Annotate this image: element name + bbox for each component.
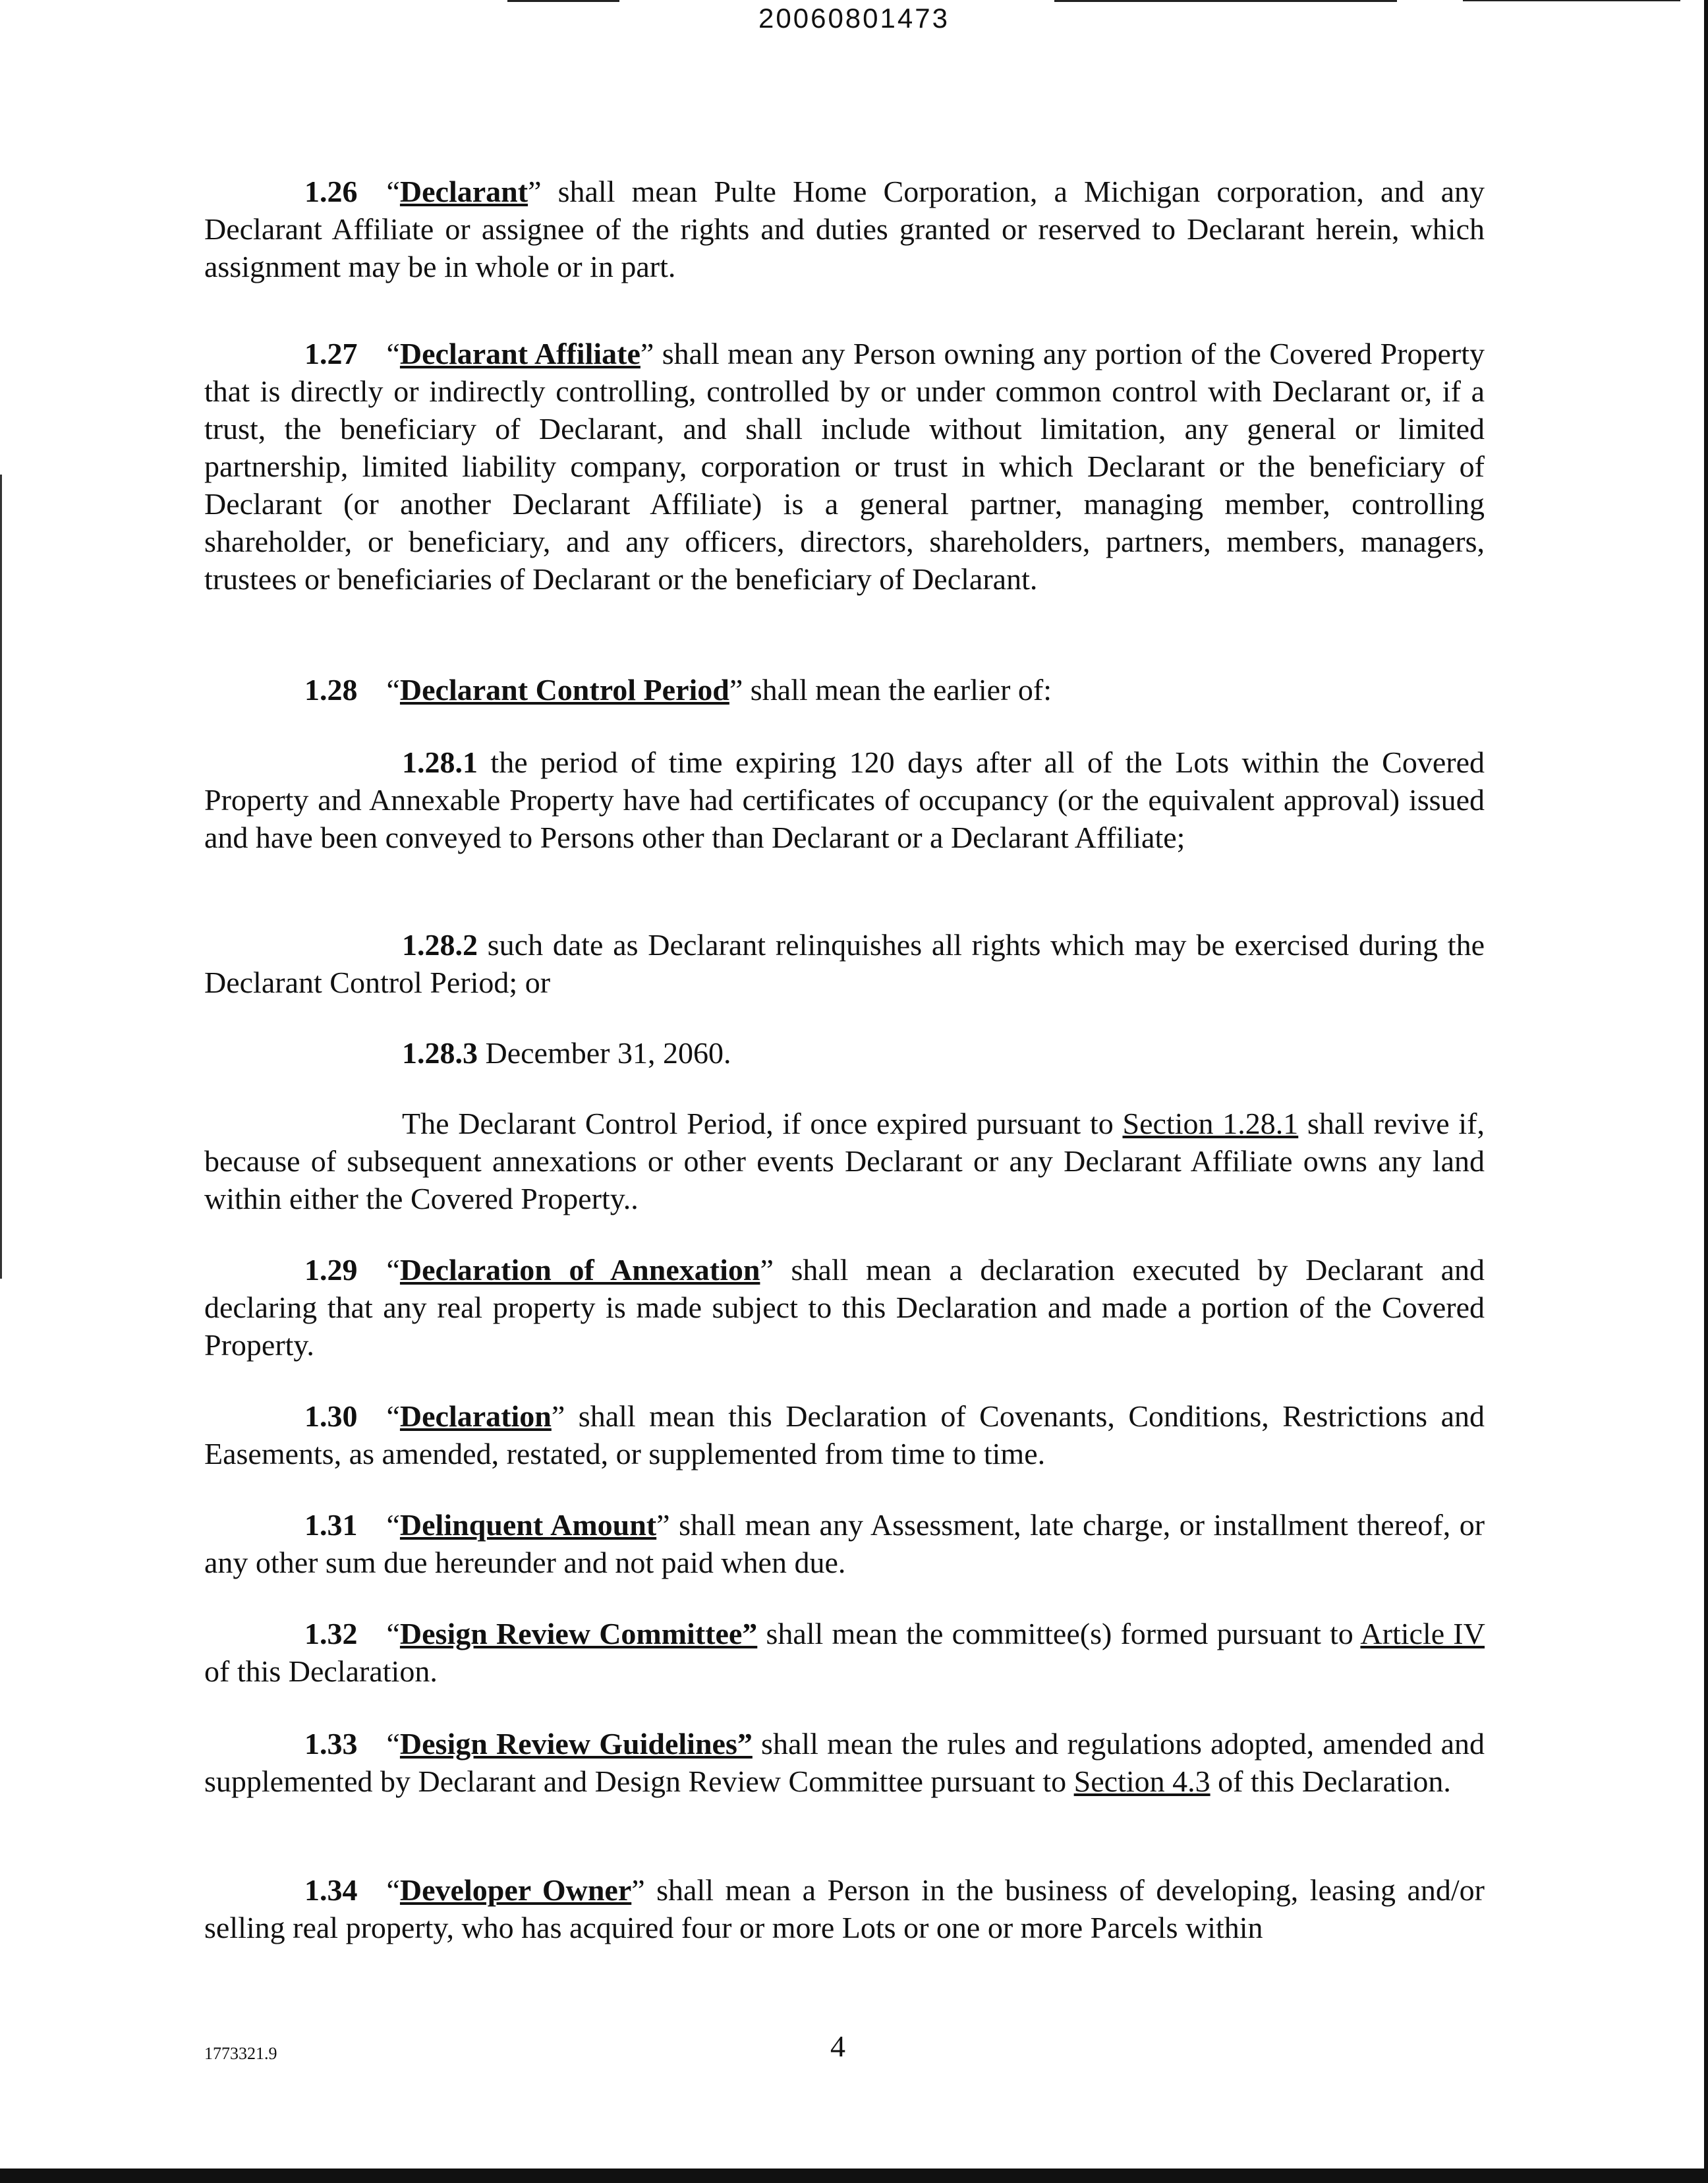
defined-term: Developer Owner [399,1873,632,1907]
section-text: shall mean this Declaration of Covenants, Conditions, Restrictions and Easements, as amended, restated, or supplemented from time to time. [204,1399,1485,1470]
section-1-34 [204,1871,1485,1946]
section-1-33 [204,1725,1485,1800]
section-1-28 [204,671,1485,709]
quote-open: “ [386,673,400,707]
paragraph-text: The Declarant Control Period, if once expired pursuant to [402,1107,1123,1140]
section-reference: Section 1.28.1 [1122,1107,1299,1140]
section-number: 1.26 [304,175,358,208]
section-text: shall mean a Person in the business of developing, leasing and/or selling real property, who has acquired four or more Lots or one or more Parcels within [204,1873,1485,1944]
section-text: shall mean any Assessment, late charge, or installment thereof, or any other sum due hereunder and not paid when due. [204,1508,1485,1579]
quote-close: ” [729,673,743,707]
quote-close: ” [656,1508,670,1542]
quote-close: ” [551,1399,565,1433]
section-number: 1.27 [304,337,358,370]
section-text: shall mean the rules and regulations adopted, amended and supplemented by Declarant and Design Review Committee pursuant to [204,1727,1485,1798]
defined-term: Design Review Guidelines” [399,1727,753,1761]
quote-open: “ [386,337,400,370]
quote-close: ” [528,175,542,208]
quote-open: “ [386,175,400,208]
section-text: shall mean the committee(s) formed pursuant to [757,1617,1361,1650]
scan-edge [0,2168,1708,2183]
section-1-26 [204,173,1485,285]
section-number: 1.30 [304,1399,358,1433]
quote-close: ” [631,1873,645,1907]
section-number: 1.29 [304,1253,358,1287]
section-number: 1.33 [304,1727,358,1761]
quote-close: ” [640,337,654,370]
quote-close: ” [760,1253,774,1287]
quote-open: “ [386,1253,400,1287]
section-number: 1.34 [304,1873,358,1907]
scan-edge [1704,0,1708,2183]
section-text: shall mean any Person owning any portion of the Covered Property that is directly or indirectly controlling, controlled by or under common control with Declarant or, if a trust, the beneficiary of Declarant, and shall include without limitation, any general or limited partnership, limited liability company, corporation or trust in which Declarant or the beneficiary of Declarant (or another Declarant Affiliate) is a general partner, managing member, controlling shareholder, or beneficiary, and any officers, directors, shareholders, partners, members, managers, trustees or beneficiaries of Declarant or the beneficiary of Declarant. [204,337,1485,596]
defined-term: Delinquent Amount [399,1508,657,1542]
quote-open: “ [386,1508,400,1542]
section-1-31 [204,1506,1485,1581]
section-number: 1.28 [304,673,358,707]
section-text: December 31, 2060. [478,1036,731,1070]
section-text: of this Declaration. [204,1654,438,1688]
defined-term: Declaration of Annexation [399,1253,760,1287]
defined-term: Declaration [399,1399,552,1433]
section-number: 1.31 [304,1508,358,1542]
scan-rule [1463,0,1680,1]
document-id: 1773321.9 [204,2044,277,2063]
section-text: shall mean the earlier of: [743,673,1052,707]
defined-term: Declarant Affiliate [399,337,640,370]
section-number: 1.28.3 [402,1036,478,1070]
section-number: 1.32 [304,1617,358,1650]
page-number: 4 [830,2029,845,2063]
scan-rule [507,0,619,2]
article-reference: Article IV [1360,1617,1485,1650]
section-text: the period of time expiring 120 days after all of the Lots within the Covered Property and Annexable Property have had certificates of occupancy (or the equivalent approval) issued and have been conveyed to Persons other than Declarant or a Declarant Affiliate; [204,745,1485,854]
scan-edge [0,475,2,1279]
defined-term: Design Review Committee” [399,1617,758,1650]
section-1-28-1 [204,743,1485,856]
document-recording-number: 20060801473 [758,3,950,34]
section-number: 1.28.1 [402,745,478,779]
section-number: 1.28.2 [402,928,478,962]
quote-open: “ [386,1399,400,1433]
section-text: of this Declaration. [1210,1764,1451,1798]
section-text: shall mean a declaration executed by Declarant and declaring that any real property is made subject to this Declaration and made a portion of the Covered Property. [204,1253,1485,1362]
quote-open: “ [386,1617,400,1650]
section-1-27 [204,335,1485,598]
defined-term: Declarant Control Period [399,673,729,707]
section-1-30 [204,1397,1485,1472]
paragraph-text: shall revive if, because of subsequent annexations or other events Declarant or any Declarant Affiliate owns any land within either the Covered Property.. [204,1107,1485,1215]
section-1-32 [204,1615,1485,1690]
section-reference: Section 4.3 [1073,1764,1210,1798]
scan-rule [1054,0,1397,2]
section-text: such date as Declarant relinquishes all rights which may be exercised during the Declarant Control Period; or [204,928,1485,999]
section-1-28-2 [204,926,1485,1001]
quote-open: “ [386,1727,400,1761]
defined-term: Declarant [399,175,528,208]
section-1-29 [204,1251,1485,1364]
quote-open: “ [386,1873,400,1907]
section-text: shall mean Pulte Home Corporation, a Michigan corporation, and any Declarant Affiliate or assignee of the rights and duties granted or reserved to Declarant herein, which assignment may be in whole or in part. [204,175,1485,283]
section-1-28-3 [204,1034,1485,1072]
control-period-revival-paragraph [204,1105,1485,1217]
